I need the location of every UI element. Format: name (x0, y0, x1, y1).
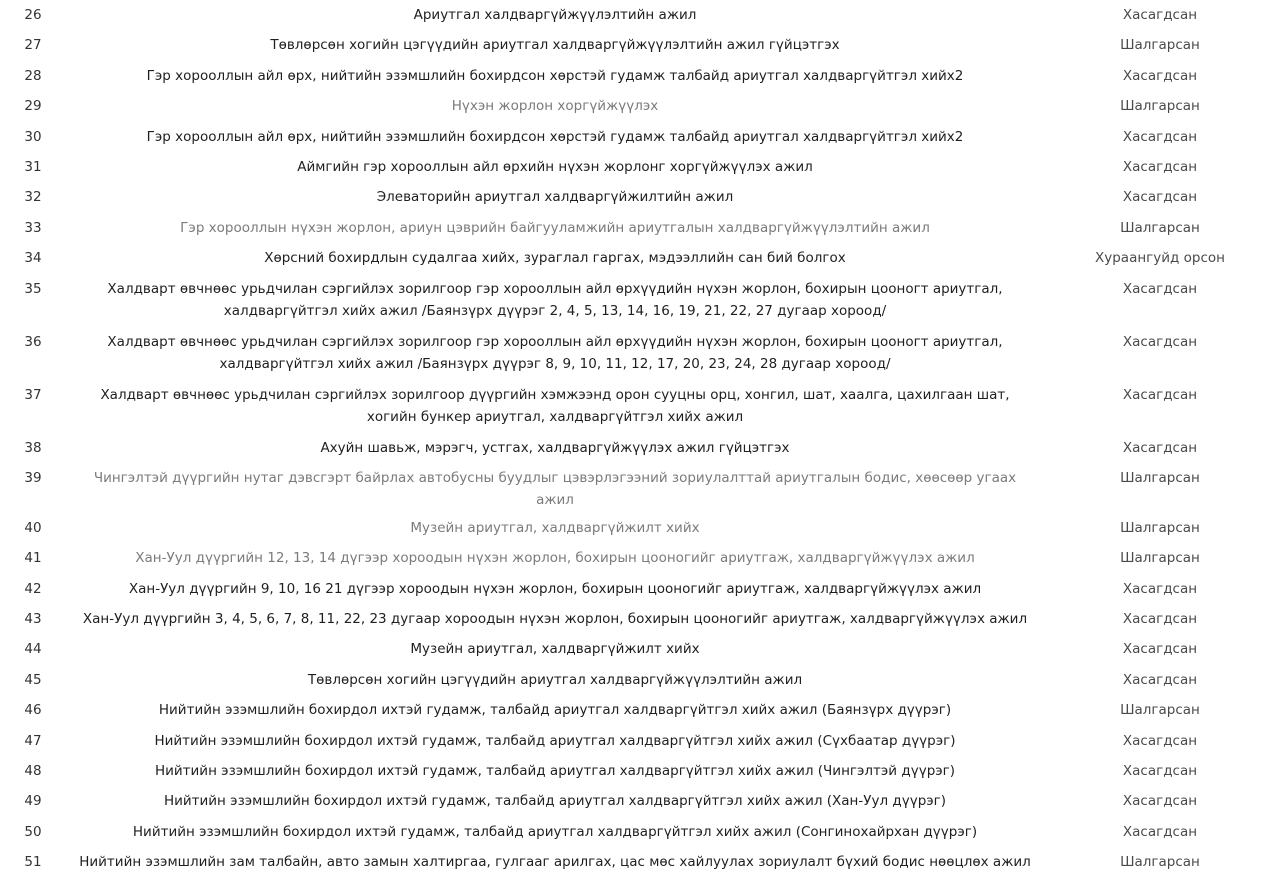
row-number: 29 (24, 98, 42, 115)
row-number: 47 (24, 732, 42, 749)
row-number: 51 (24, 854, 42, 871)
row-title[interactable]: Ариутгал халдваргүйжүүлэлтийн ажил (413, 7, 697, 23)
table-row[interactable] (0, 241, 1263, 271)
row-status: Шалгарсан (1120, 219, 1200, 236)
table-row[interactable] (0, 431, 1263, 461)
table-row[interactable] (0, 28, 1263, 58)
row-number: 42 (24, 580, 42, 597)
row-title[interactable]: Нийтийн эзэмшлийн бохирдол ихтэй гудамж, талбайд ариутгал халдваргүйтгэл хийх ажил (Хан-Уул дүүрэг) (163, 793, 947, 810)
row-number: 50 (24, 823, 42, 840)
table-row[interactable] (0, 180, 1263, 210)
table-row[interactable] (0, 693, 1263, 723)
row-number: 36 (24, 333, 42, 350)
row-number: 30 (24, 128, 42, 145)
row-status: Хасагдсан (1122, 128, 1198, 145)
row-status: Хасагдсан (1122, 793, 1198, 810)
row-number: 48 (24, 763, 42, 780)
row-status: Хасагдсан (1122, 641, 1198, 658)
row-title[interactable]: Нийтийн эзэмшлийн зам талбайн, авто замын халтиргаа, гулгааг арилгах, цас мөс хайлуулах зориулалт бүхий бодис нөөцлөх ажил (79, 854, 1031, 871)
row-title[interactable]: Элеваторийн ариутгал халдваргүйжилтийн ажил (376, 189, 734, 206)
table-row[interactable] (0, 89, 1263, 119)
row-status: Хасагдсан (1122, 823, 1198, 840)
row-status: Хасагдсан (1122, 67, 1198, 84)
row-title[interactable]: Гэр хорооллын нүхэн жорлон, ариун цэврийн байгууламжийн ариутгалын халдваргүйжүүлэлтийн ажил (180, 219, 930, 236)
row-status: Шалгарсан (1120, 550, 1200, 567)
row-title[interactable]: Нийтийн эзэмшлийн бохирдол ихтэй гудамж, талбайд ариутгал халдваргүйтгэл хийх ажил (Чингэлтэй дүүрэг) (154, 763, 956, 780)
table-row[interactable] (0, 815, 1263, 845)
row-status: Хасагдсан (1122, 7, 1198, 23)
row-title[interactable]: Аймгийн гэр хорооллын айл өрхийн нүхэн жорлонг хоргүйжүүлэх ажил (297, 158, 813, 175)
row-title[interactable]: Хөрсний бохирдлын судалгаа хийх, зураглал гаргах, мэдээллийн сан бий болгох (264, 250, 846, 267)
row-status: Хасагдсан (1122, 611, 1198, 628)
row-number: 46 (24, 702, 42, 719)
table-row[interactable] (0, 120, 1263, 150)
row-title[interactable]: Нүхэн жорлон хоргүйжүүлэх (451, 98, 659, 115)
table-row[interactable] (0, 211, 1263, 241)
row-status: Хасагдсан (1122, 763, 1198, 780)
table-row[interactable] (0, 0, 1263, 28)
row-status: Шалгарсан (1120, 469, 1200, 486)
table-row[interactable] (0, 150, 1263, 180)
row-title[interactable]: Хан-Уул дүүргийн 9, 10, 16 21 дүгээр хороодын нүхэн жорлон, бохирын цооногийг ариутгаж, халдваргүйжүүлэх ажил (128, 580, 982, 597)
row-number: 26 (24, 7, 42, 23)
row-number: 41 (24, 550, 42, 567)
row-title[interactable]: Төвлөрсөн хогийн цэгүүдийн ариутгал халдваргүйжүүлэлтийн ажил гүйцэтгэх (270, 37, 840, 54)
row-status: Шалгарсан (1120, 37, 1200, 54)
row-title[interactable]: Ахуйн шавьж, мэрэгч, устгах, халдваргүйжүүлэх ажил гүйцэтгэх (320, 439, 790, 456)
table-row[interactable] (0, 325, 1263, 378)
row-status: Хасагдсан (1122, 580, 1198, 597)
row-number: 40 (24, 519, 42, 536)
row-title[interactable]: Хан-Уул дүүргийн 3, 4, 5, 6, 7, 8, 11, 22, 23 дугаар хороодын нүхэн жорлон, бохирын цооногийг ариутгаж, халдваргүйжүүлэх ажил (82, 611, 1028, 628)
row-title[interactable]: Музейн ариутгал, халдваргүйжилт хийх (410, 519, 700, 536)
row-title[interactable]: Халдварт өвчнөөс урьдчилан сэргийлэх зорилгоор дүүргийн хэмжээнд орон сууцны орц, хонгил, шат, хаалга, цахилгаан шат, хогийн бункер ариутгал, халдваргүйтгэл хийх ажил (100, 386, 1010, 425)
row-status: Шалгарсан (1120, 519, 1200, 536)
row-title[interactable]: Нийтийн эзэмшлийн бохирдол ихтэй гудамж, талбайд ариутгал халдваргүйтгэл хийх ажил (Сүхбаатар дүүрэг) (154, 732, 956, 749)
table-row[interactable] (0, 602, 1263, 632)
table-row[interactable] (0, 59, 1263, 89)
row-number: 43 (24, 611, 42, 628)
row-status: Хасагдсан (1122, 333, 1198, 350)
table-row[interactable] (0, 632, 1263, 662)
row-title[interactable]: Чингэлтэй дүүргийн нутаг дэвсгэрт байрлах автобусны буудлыг цэвэрлэгээний зориулалттай ариутгалын бодис, хөөсөөр угаах ажил (93, 469, 1017, 508)
row-status: Шалгарсан (1120, 702, 1200, 719)
row-title[interactable]: Гэр хорооллын айл өрх, нийтийн эзэмшлийн бохирдсон хөрстэй гудамж талбайд ариутгал халдваргүйтгэл хийх2 (146, 128, 964, 145)
table-row[interactable] (0, 754, 1263, 784)
row-title[interactable]: Гэр хорооллын айл өрх, нийтийн эзэмшлийн бохирдсон хөрстэй гудамж талбайд ариутгал халдваргүйтгэл хийх2 (146, 67, 964, 84)
table-row[interactable] (0, 378, 1263, 431)
row-number: 33 (24, 219, 42, 236)
row-number: 35 (24, 280, 42, 297)
row-number: 28 (24, 67, 42, 84)
table-row[interactable] (0, 663, 1263, 693)
table-row[interactable] (0, 511, 1263, 541)
row-number: 44 (24, 641, 42, 658)
row-title[interactable]: Төвлөрсөн хогийн цэгүүдийн ариутгал халдваргүйжүүлэлтийн ажил (307, 671, 803, 688)
row-number: 37 (24, 386, 42, 403)
table-row[interactable] (0, 724, 1263, 754)
row-number: 34 (24, 250, 42, 267)
row-number: 32 (24, 189, 42, 206)
row-status: Хасагдсан (1122, 671, 1198, 688)
table-row[interactable] (0, 784, 1263, 814)
row-number: 49 (24, 793, 42, 810)
row-number: 27 (24, 37, 42, 54)
row-status: Хасагдсан (1122, 158, 1198, 175)
row-status: Шалгарсан (1120, 98, 1200, 115)
row-title[interactable]: Халдварт өвчнөөс урьдчилан сэргийлэх зорилгоор гэр хорооллын айл өрхүүдийн нүхэн жорлон, бохирын цооногт ариутгал, халдваргүйтгэл хийх ажил /Баянзүрх дүүрэг 8, 9, 10, 11, 12, 17, 20, 23, 24, 28 дугаар хороод/ (107, 333, 1003, 372)
table-row[interactable] (0, 572, 1263, 602)
row-title[interactable]: Хан-Уул дүүргийн 12, 13, 14 дүгээр хороодын нүхэн жорлон, бохирын цооногийг ариутгаж, халдваргүйжүүлэх ажил (135, 550, 975, 567)
table-row[interactable] (0, 541, 1263, 571)
row-number: 39 (24, 469, 42, 486)
row-title[interactable]: Нийтийн эзэмшлийн бохирдол ихтэй гудамж, талбайд ариутгал халдваргүйтгэл хийх ажил (Сонгинохайрхан дүүрэг) (132, 823, 978, 840)
row-status: Шалгарсан (1120, 854, 1200, 871)
row-number: 45 (24, 671, 42, 688)
table-row[interactable] (0, 845, 1263, 875)
row-title[interactable]: Музейн ариутгал, халдваргүйжилт хийх (410, 641, 700, 658)
row-status: Хасагдсан (1122, 280, 1198, 297)
row-status: Хасагдсан (1122, 189, 1198, 206)
row-status: Хасагдсан (1122, 732, 1198, 749)
row-status: Хураангуйд орсон (1095, 250, 1225, 267)
table-row[interactable] (0, 461, 1263, 511)
row-status: Хасагдсан (1122, 439, 1198, 456)
row-title[interactable]: Нийтийн эзэмшлийн бохирдол ихтэй гудамж, талбайд ариутгал халдваргүйтгэл хийх ажил (Баянзүрх дүүрэг) (158, 702, 952, 719)
row-status: Хасагдсан (1122, 386, 1198, 403)
row-title[interactable]: Халдварт өвчнөөс урьдчилан сэргийлэх зорилгоор гэр хорооллын айл өрхүүдийн нүхэн жорлон, бохирын цооногт ариутгал, халдваргүйтгэл хийх ажил /Баянзүрх дүүрэг 2, 4, 5, 13, 14, 16, 19, 21, 22, 27 дугаар хороод/ (107, 280, 1003, 319)
table-row[interactable] (0, 272, 1263, 325)
row-number: 38 (24, 439, 42, 456)
row-number: 31 (24, 158, 42, 175)
